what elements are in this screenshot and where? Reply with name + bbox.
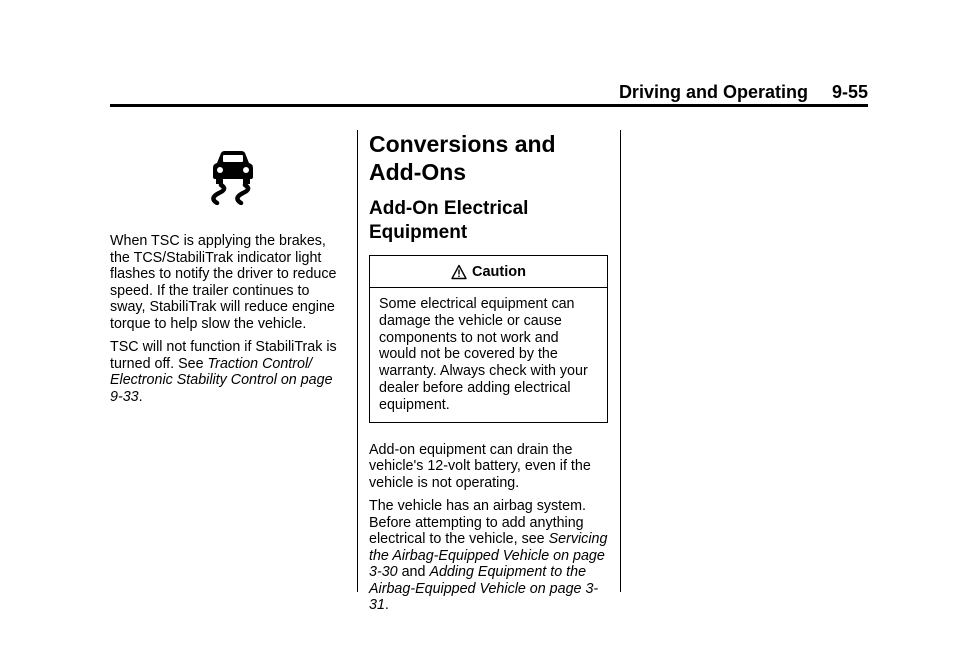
caution-title: Caution: [472, 263, 526, 280]
adding-equipment-link[interactable]: Adding Equipment to the Airbag-Equipped Vehicle on page 3-31: [369, 564, 599, 614]
caution-header: [370, 256, 607, 288]
subsection-heading: Add-On Electrical Equipment: [369, 198, 529, 243]
battery-paragraph: Add-on equipment can drain the vehicle's 12-volt battery, even if the vehicle is not operating.: [369, 441, 591, 491]
servicing-airbag-link[interactable]: Servicing the Airbag-Equipped Vehicle on page 3-30: [369, 531, 608, 581]
column-divider-right: [620, 130, 621, 592]
tsc-off-suffix: .: [138, 388, 143, 405]
tsc-paragraph: When TSC is applying the brakes, the TCS/StabiliTrak indicator light flashes to notify the driver to reduce speed. If the trailer continues to sway, StabiliTrak will reduce engine torque to help slow the vehicle.: [110, 233, 337, 332]
header-text: [619, 82, 868, 103]
caution-box: [369, 255, 608, 423]
middle-column: [369, 130, 609, 621]
page-header: [110, 80, 868, 105]
section-heading: Conversions and Add-Ons: [369, 131, 556, 185]
left-column: [110, 130, 346, 412]
traction-skid-icon: [203, 149, 263, 205]
airbag-text: The vehicle has an airbag system. Before attempting to add anything electrical to the vehicle, see: [369, 498, 586, 548]
airbag-suffix: .: [384, 597, 389, 614]
section-title: Driving and Operating: [618, 82, 808, 102]
header-rule: [110, 104, 868, 107]
airbag-paragraph: [369, 498, 609, 614]
tsc-off-text: TSC will not function if StabiliTrak is turned off. See: [110, 339, 337, 372]
warning-triangle-icon: [451, 264, 467, 280]
caution-body: [370, 288, 607, 422]
page-number: 9-55: [831, 82, 868, 102]
tsc-off-paragraph: [110, 339, 346, 405]
airbag-and: and: [397, 564, 430, 581]
traction-control-link[interactable]: Traction Control/ Electronic Stability Control on page 9-33: [110, 355, 333, 405]
column-divider-left: [357, 130, 358, 592]
caution-text: Some electrical equipment can damage the vehicle or cause components to not work and would not be covered by the warranty. Always check with your dealer before adding electrical equipment.: [379, 296, 588, 413]
